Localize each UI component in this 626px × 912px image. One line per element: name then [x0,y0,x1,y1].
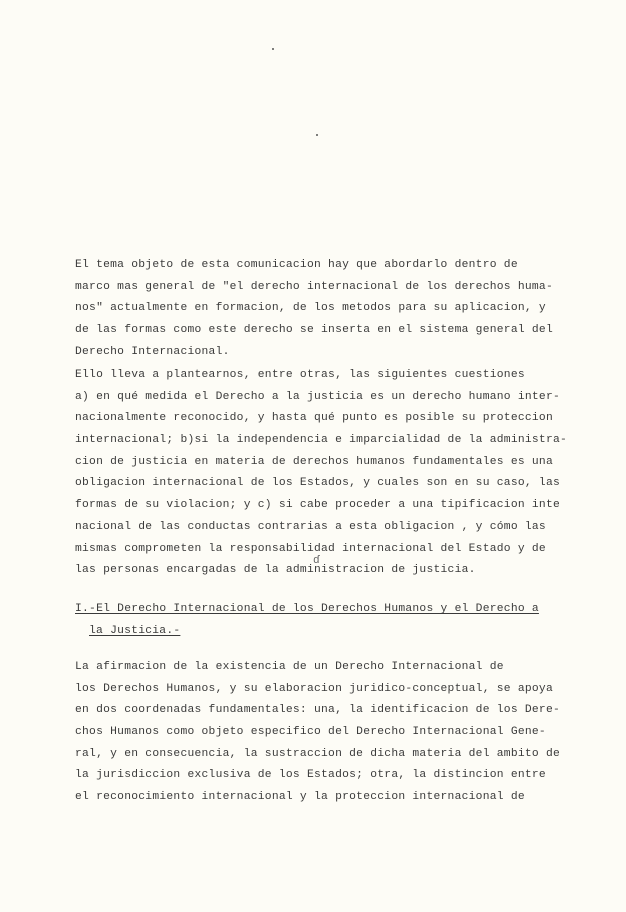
text-line: nacional de las conductas contrarias a esta obligacion , y cómo las [75,520,546,533]
heading-line-1-text: I.-El Derecho Internacional de los Derechos Humanos y el Derecho a [75,603,539,615]
text-line: Derecho Internacional. [75,345,230,358]
text-line: mismas comprometen la responsabilidad internacional del Estado y de [75,542,546,555]
heading-line-1 [75,598,539,620]
paragraph-affirmation [75,657,603,809]
text-line: los Derechos Humanos, y su elaboracion juridico-conceptual, se apoya [75,682,553,695]
text-line: de las formas como este derecho se inserta en el sistema general del [75,324,553,337]
text-line: internacional; b)si la independencia e imparcialidad de la administra- [75,434,568,447]
text-line: en dos coordenadas fundamentales: una, la identificacion de los Dere- [75,704,561,717]
text-line: chos Humanos como objeto especifico del Derecho Internacional Gene- [75,726,546,739]
text-line: nacionalmente reconocido, y hasta qué punto es posible su proteccion [75,412,553,425]
text-line: obligacion internacional de los Estados, y cuales son en su caso, las [75,477,561,490]
text-line: el reconocimiento internacional y la proteccion internacional de [75,791,525,804]
text-line: nos" actualmente en formacion, de los metodos para su aplicacion, y [75,302,546,315]
speck-mark [272,48,274,50]
text-line: la jurisdiccion exclusiva de los Estados; otra, la distincion entre [75,769,546,782]
heading-line-2 [75,620,539,642]
speck-mark [316,134,318,136]
text-line: cion de justicia en materia de derechos humanos fundamentales es una [75,455,553,468]
check-mark: ɗ [313,555,320,567]
text-line: formas de su violacion; y c) si cabe proceder a una tipificacion inte [75,499,561,512]
text-line: marco mas general de "el derecho internacional de los derechos huma- [75,280,553,293]
text-line: Ello lleva a plantearnos, entre otras, las siguientes cuestiones [75,369,525,381]
text-line: ral, y en consecuencia, la sustraccion de dicha materia del ambito de [75,747,561,760]
text-line: La afirmacion de la existencia de un Derecho Internacional de [75,661,504,673]
section-heading [75,598,539,642]
paragraph-questions [75,365,603,582]
text-line: El tema objeto de esta comunicacion hay que abordarlo dentro de [75,259,518,271]
text-line: las personas encargadas de la administracion de justicia. [75,564,476,577]
heading-line-2-text: la Justicia.- [89,625,181,637]
paragraph-scope [75,255,603,363]
text-line: a) en qué medida el Derecho a la justicia es un derecho humano inter- [75,390,561,403]
